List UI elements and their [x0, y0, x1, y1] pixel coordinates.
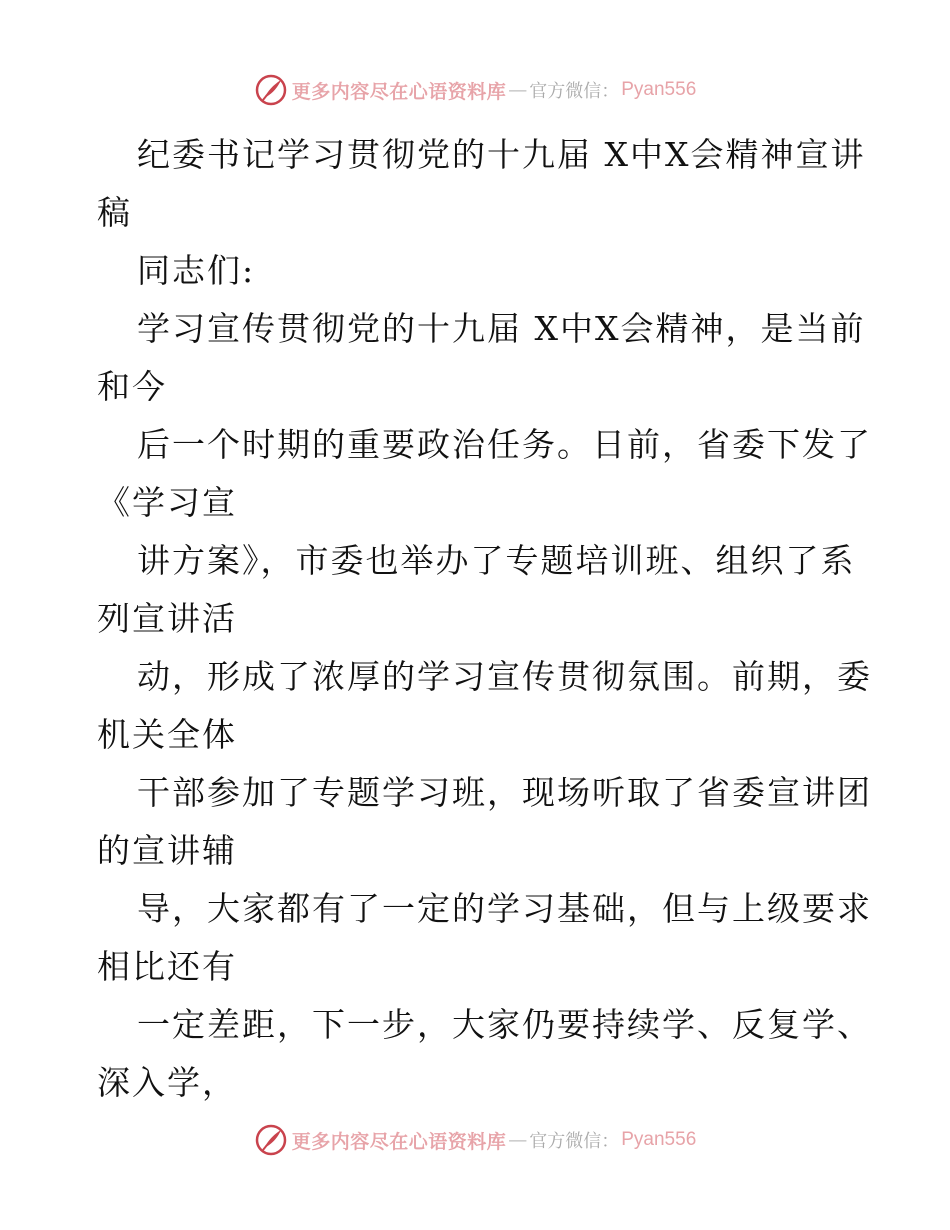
salutation: 同志们:	[137, 251, 256, 290]
header-brand-text: 更多内容尽在心语资料库	[291, 80, 507, 103]
paragraph-line: 《学习宣	[97, 483, 237, 522]
paragraph-line: 的宣讲辅	[97, 831, 237, 870]
quill-logo-icon	[254, 73, 288, 107]
title-line-2: 稿	[97, 193, 132, 232]
paragraph-line: 一定差距，下一步，大家仍要持续学、反复学、	[137, 1005, 872, 1044]
document-body	[97, 126, 877, 1112]
footer-wechat-id: Pyan556	[621, 1129, 697, 1150]
footer-brand-text: 更多内容尽在心语资料库	[291, 1130, 507, 1153]
header-banner	[0, 68, 950, 112]
header-wechat-id: Pyan556	[621, 79, 697, 100]
title-line-1: 纪委书记学习贯彻党的十九届 X中X会精神宣讲	[137, 135, 866, 174]
paragraph-line: 学习宣传贯彻党的十九届 X中X会精神，是当前	[137, 309, 866, 348]
paragraph-line: 列宣讲活	[97, 599, 237, 638]
paragraph-line: 相比还有	[97, 947, 237, 986]
paragraph-line: 机关全体	[97, 715, 237, 754]
paragraph-line: 动，形成了浓厚的学习宣传贯彻氛围。前期，委	[137, 657, 872, 696]
paragraph-line: 深入学，	[97, 1063, 237, 1102]
paragraph-line: 后一个时期的重要政治任务。日前，省委下发了	[137, 425, 872, 464]
paragraph-line: 导，大家都有了一定的学习基础，但与上级要求	[137, 889, 872, 928]
header-dash: —	[508, 79, 528, 101]
footer-banner	[0, 1118, 950, 1162]
quill-logo-icon	[254, 1123, 288, 1157]
header-wechat-label: 官方微信：	[529, 81, 620, 102]
paragraph-line: 干部参加了专题学习班，现场听取了省委宣讲团	[137, 773, 872, 812]
footer-dash: —	[508, 1129, 528, 1151]
paragraph-line: 和今	[97, 367, 167, 406]
paragraph-line: 讲方案》，市委也举办了专题培训班、组织了系	[137, 541, 856, 580]
footer-wechat-label: 官方微信：	[529, 1131, 620, 1152]
